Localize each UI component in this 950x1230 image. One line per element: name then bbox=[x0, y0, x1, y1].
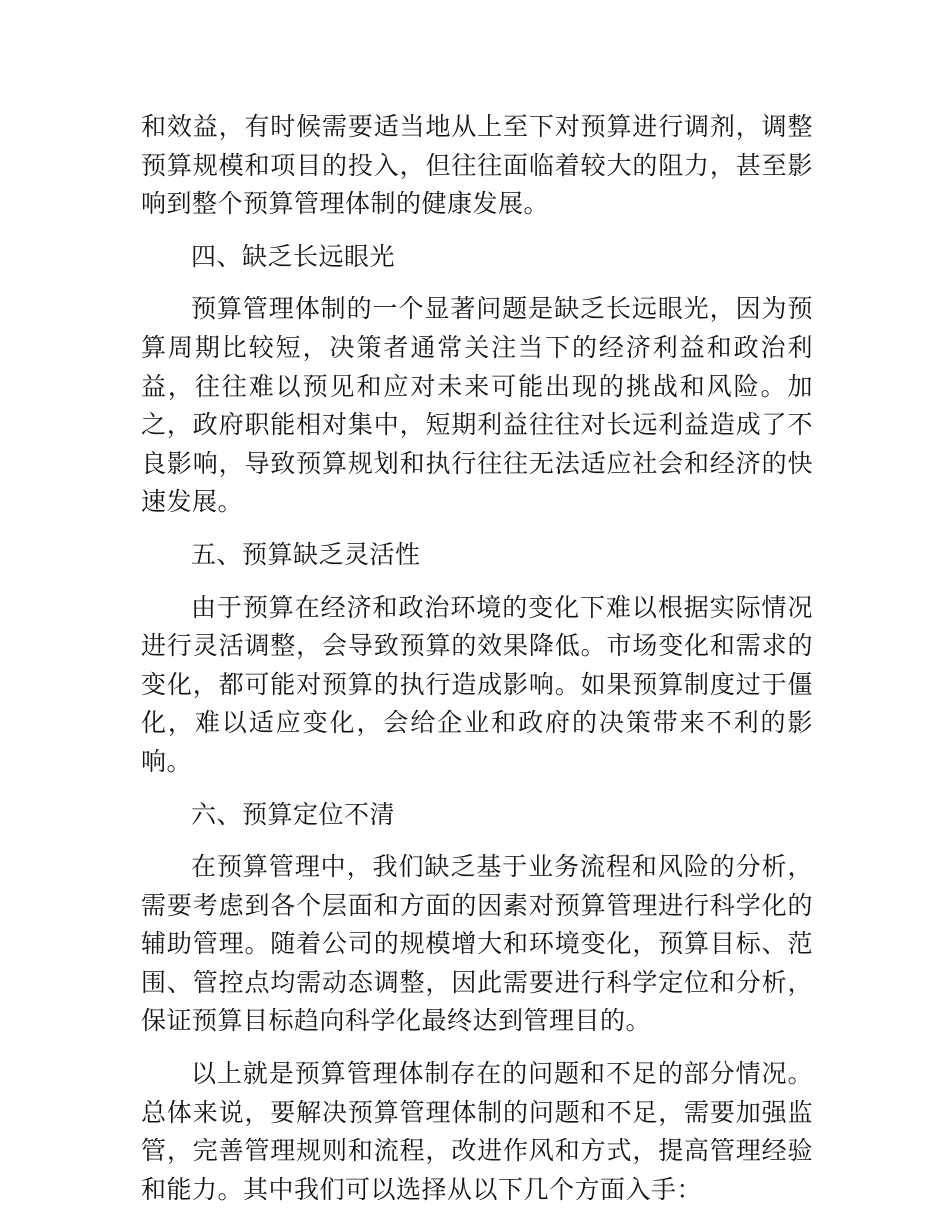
section-heading-5: 五、预算缺乏灵活性 bbox=[191, 539, 421, 569]
section-heading-4: 四、缺乏长远眼光 bbox=[191, 241, 396, 271]
section-heading-6: 六、预算定位不清 bbox=[191, 799, 396, 829]
paragraph-continued: 和效益，有时候需要适当地从上至下对预算进行调剂，调整预算规模和项目的投入，但往往面临着较大的阻力，甚至影响到整个预算管理体制的健康发展。 bbox=[141, 112, 813, 219]
paragraph-long-term-vision: 预算管理体制的一个显著问题是缺乏长远眼光，因为预算周期比较短，决策者通常关注当下的经济利益和政治利益，往往难以预见和应对未来可能出现的挑战和风险。加之，政府职能相对集中，短期利益往往对长远利益造成了不良影响，导致预算规划和执行往往无法适应社会和经济的快速发展。 bbox=[141, 294, 813, 517]
paragraph-positioning: 在预算管理中，我们缺乏基于业务流程和风险的分析，需要考虑到各个层面和方面的因素对预算管理进行科学化的辅助管理。随着公司的规模增大和环境变化，预算目标、范围、管控点均需动态调整，因此需要进行科学定位和分析，保证预算目标趋向科学化最终达到管理目的。 bbox=[141, 852, 813, 1036]
paragraph-summary: 以上就是预算管理体制存在的问题和不足的部分情况。总体来说，要解决预算管理体制的问题和不足，需要加强监管，完善管理规则和流程，改进作风和方式，提高管理经验和能力。其中我们可以选择从以下几个方面入手： bbox=[141, 1059, 813, 1204]
document-body bbox=[141, 108, 813, 1209]
paragraph-flexibility: 由于预算在经济和政治环境的变化下难以根据实际情况进行灵活调整，会导致预算的效果降低。市场变化和需求的变化，都可能对预算的执行造成影响。如果预算制度过于僵化，难以适应变化，会给企业和政府的决策带来不利的影响。 bbox=[141, 592, 813, 776]
